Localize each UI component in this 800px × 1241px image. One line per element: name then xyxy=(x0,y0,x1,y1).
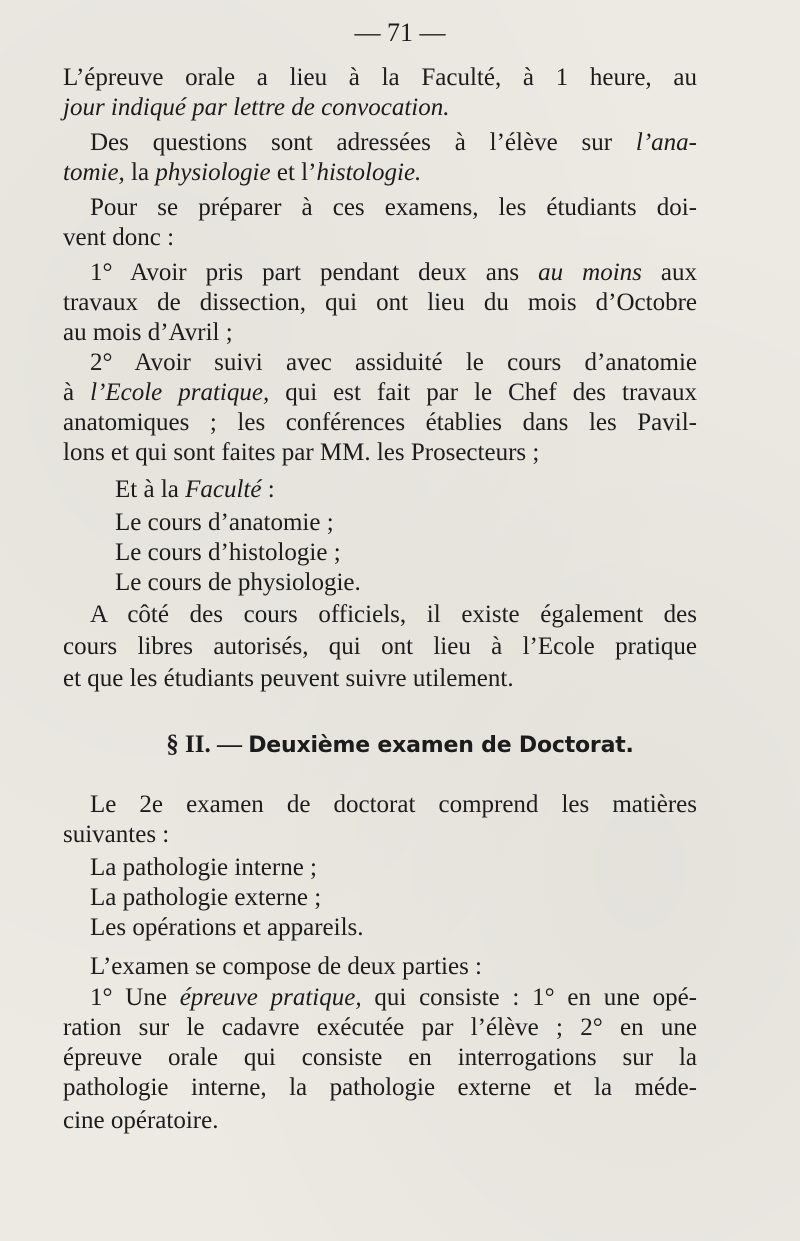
paragraph-line: 2° Avoir suivi avec assiduité le cours d’anatomie xyxy=(90,349,697,376)
paragraph-line: au mois d’Avril ; xyxy=(63,319,233,346)
paragraph-line: épreuve orale qui consiste en interrogations sur la xyxy=(63,1044,697,1071)
paragraph-line: L’examen se compose de deux parties : xyxy=(90,953,483,980)
italic-text: tomie, xyxy=(63,159,125,186)
paragraph-line xyxy=(63,378,697,408)
italic-text: l’Ecole pratique, xyxy=(90,379,270,406)
paragraph-line: pathologie interne, la pathologie externe et la méde- xyxy=(63,1074,697,1101)
page-number: — 71 — xyxy=(354,18,446,47)
italic-text: épreuve pratique, xyxy=(179,984,362,1011)
paragraph-line: A côté des cours officiels, il existe également des xyxy=(90,601,697,628)
list-item: Le cours d’anatomie ; xyxy=(115,509,334,536)
section-prefix: § II. — xyxy=(166,731,249,758)
text-run: Et à la xyxy=(115,476,186,503)
list-item: Le cours de physiologie. xyxy=(115,569,361,596)
italic-text: jour indiqué par lettre de convocation. xyxy=(63,94,450,121)
paragraph-line: suivantes : xyxy=(63,821,170,848)
italic-text: au moins xyxy=(538,259,642,286)
paragraph-line: Le 2e examen de doctorat comprend les matières xyxy=(90,791,697,818)
text-run: à xyxy=(63,379,91,406)
text-run: : xyxy=(261,476,275,503)
text-run: 1° Une xyxy=(90,984,180,1011)
section-heading xyxy=(0,730,800,761)
paragraph-line: vent donc : xyxy=(63,224,175,251)
list-item: La pathologie interne ; xyxy=(90,854,318,881)
text-run: 1° Avoir pris part pendant deux ans xyxy=(90,259,539,286)
list-item: Le cours d’histologie ; xyxy=(115,539,341,566)
paragraph-line: cine opératoire. xyxy=(63,1107,219,1134)
text-run: aux xyxy=(641,259,697,286)
text-run: la xyxy=(124,159,156,186)
paragraph-line xyxy=(90,983,697,1013)
italic-text: l’ana- xyxy=(635,129,697,156)
paragraph-line: cours libres autorisés, qui ont lieu à l’Ecole pratique xyxy=(63,633,697,660)
paragraph-line xyxy=(63,93,450,123)
paragraph-line: Pour se préparer à ces examens, les étudiants doi- xyxy=(90,194,697,221)
paragraph-line xyxy=(63,158,421,188)
paragraph-line: anatomiques ; les conférences établies dans les Pavil- xyxy=(63,409,697,436)
text-run: Des questions sont adressées à l’élève sur xyxy=(90,129,636,156)
text-run: qui est fait par le Chef des travaux xyxy=(269,379,697,406)
paragraph-line: travaux de dissection, qui ont lieu du mois d’Octobre xyxy=(63,289,697,316)
paragraph-line xyxy=(90,128,697,158)
paragraph-line xyxy=(90,258,697,288)
paragraph-line: ration sur le cadavre exécutée par l’élève ; 2° en une xyxy=(63,1014,697,1041)
text-run: et l’ xyxy=(270,159,317,186)
italic-text: physiologie xyxy=(155,159,271,186)
italic-text: histologie. xyxy=(316,159,422,186)
paragraph-line: et que les étudiants peuvent suivre utilement. xyxy=(63,665,514,692)
text-run: qui consiste : 1° en une opé- xyxy=(361,984,698,1011)
paragraph-line: L’épreuve orale a lieu à la Faculté, à 1 heure, au xyxy=(63,64,697,91)
section-title: Deuxième examen de Doctorat. xyxy=(248,733,634,758)
list-item: La pathologie externe ; xyxy=(90,884,322,911)
paragraph-line xyxy=(115,475,275,505)
italic-text: Faculté xyxy=(185,476,262,503)
paragraph-line: lons et qui sont faites par MM. les Prosecteurs ; xyxy=(63,439,540,466)
list-item: Les opérations et appareils. xyxy=(90,914,364,941)
